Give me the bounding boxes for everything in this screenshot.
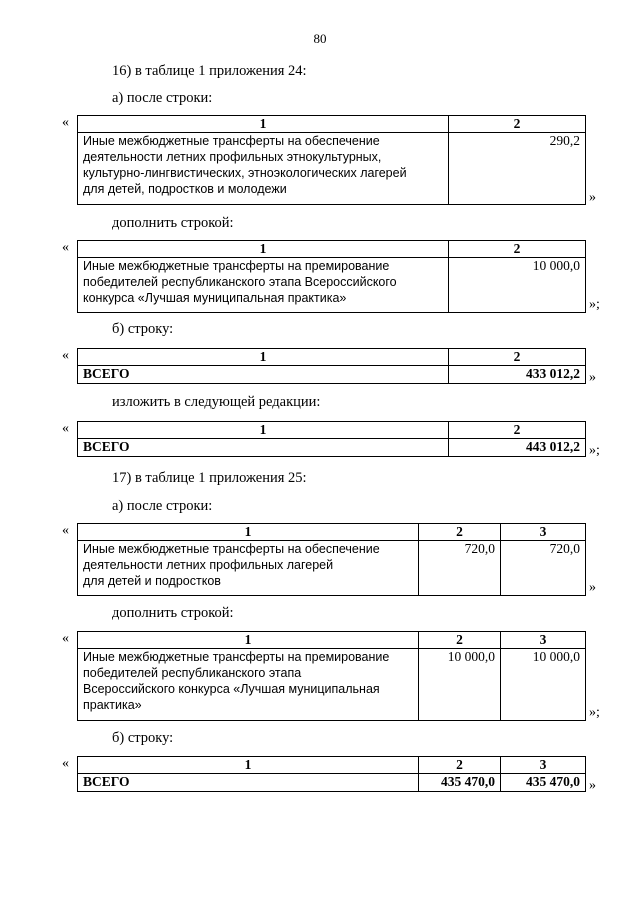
col-header-1: 1 bbox=[78, 422, 449, 439]
close-quote: » bbox=[589, 190, 596, 205]
open-quote: « bbox=[62, 115, 69, 130]
total-value-2: 435 470,0 bbox=[419, 774, 501, 792]
table-16-after-row bbox=[77, 115, 586, 205]
page-number: 80 bbox=[313, 31, 327, 46]
row-value: 290,2 bbox=[449, 133, 586, 205]
row-value-3: 10 000,0 bbox=[501, 649, 586, 721]
open-quote: « bbox=[62, 756, 69, 771]
close-quote: » bbox=[589, 778, 596, 793]
col-header-1: 1 bbox=[78, 524, 419, 541]
col-header-3: 3 bbox=[501, 632, 586, 649]
table-16-total-new bbox=[77, 421, 586, 457]
row-description: Иные межбюджетные трансферты на премирование победителей республиканского этапа Всероссийского конкурса «Лучшая муниципальная практика» bbox=[78, 258, 449, 313]
table-17-new-row bbox=[77, 631, 586, 721]
open-quote: « bbox=[62, 421, 69, 436]
item-16-heading: 16) в таблице 1 приложения 24: bbox=[112, 63, 307, 79]
item-16-add-label: дополнить строкой: bbox=[112, 215, 234, 231]
row-description: Иные межбюджетные трансферты на обеспечение деятельности летних профильных лагерей для детей и подростков bbox=[78, 541, 419, 596]
col-header-2: 2 bbox=[419, 632, 501, 649]
table-17-after-row bbox=[77, 523, 586, 596]
total-value-3: 435 470,0 bbox=[501, 774, 586, 792]
close-quote: » bbox=[589, 580, 596, 595]
col-header-1: 1 bbox=[78, 241, 449, 258]
col-header-2: 2 bbox=[449, 116, 586, 133]
total-value: 443 012,2 bbox=[449, 439, 586, 457]
col-header-1: 1 bbox=[78, 757, 419, 774]
open-quote: « bbox=[62, 523, 69, 538]
table-17-total bbox=[77, 756, 586, 792]
item-16-replace-label: изложить в следующей редакции: bbox=[112, 394, 321, 410]
row-description: Иные межбюджетные трансферты на обеспечение деятельности летних профильных этнокультурных, культурно-лингвистических, этноэкологических лагерей для детей, подростков и молодежи bbox=[78, 133, 449, 205]
item-17-a-label: а) после строки: bbox=[112, 498, 213, 514]
col-header-2: 2 bbox=[419, 524, 501, 541]
total-label: ВСЕГО bbox=[78, 366, 449, 384]
item-16-b-label: б) строку: bbox=[112, 321, 174, 337]
row-value-2: 720,0 bbox=[419, 541, 501, 596]
item-17-heading: 17) в таблице 1 приложения 25: bbox=[112, 470, 307, 486]
col-header-3: 3 bbox=[501, 524, 586, 541]
table-16-total-old bbox=[77, 348, 586, 384]
col-header-3: 3 bbox=[501, 757, 586, 774]
close-quote: »; bbox=[589, 443, 600, 458]
col-header-1: 1 bbox=[78, 116, 449, 133]
row-value: 10 000,0 bbox=[449, 258, 586, 313]
col-header-1: 1 bbox=[78, 632, 419, 649]
col-header-1: 1 bbox=[78, 349, 449, 366]
item-16-a-label: а) после строки: bbox=[112, 90, 213, 106]
col-header-2: 2 bbox=[449, 241, 586, 258]
col-header-2: 2 bbox=[449, 349, 586, 366]
close-quote: » bbox=[589, 370, 596, 385]
total-value: 433 012,2 bbox=[449, 366, 586, 384]
row-value-2: 10 000,0 bbox=[419, 649, 501, 721]
item-17-b-label: б) строку: bbox=[112, 730, 174, 746]
open-quote: « bbox=[62, 631, 69, 646]
col-header-2: 2 bbox=[449, 422, 586, 439]
table-16-new-row bbox=[77, 240, 586, 313]
row-value-3: 720,0 bbox=[501, 541, 586, 596]
open-quote: « bbox=[62, 348, 69, 363]
total-label: ВСЕГО bbox=[78, 439, 449, 457]
close-quote: »; bbox=[589, 705, 600, 720]
item-17-add-label: дополнить строкой: bbox=[112, 605, 234, 621]
total-label: ВСЕГО bbox=[78, 774, 419, 792]
close-quote: »; bbox=[589, 297, 600, 312]
open-quote: « bbox=[62, 240, 69, 255]
row-description: Иные межбюджетные трансферты на премирование победителей республиканского этапа Всероссийского конкурса «Лучшая муниципальная практика» bbox=[78, 649, 419, 721]
col-header-2: 2 bbox=[419, 757, 501, 774]
